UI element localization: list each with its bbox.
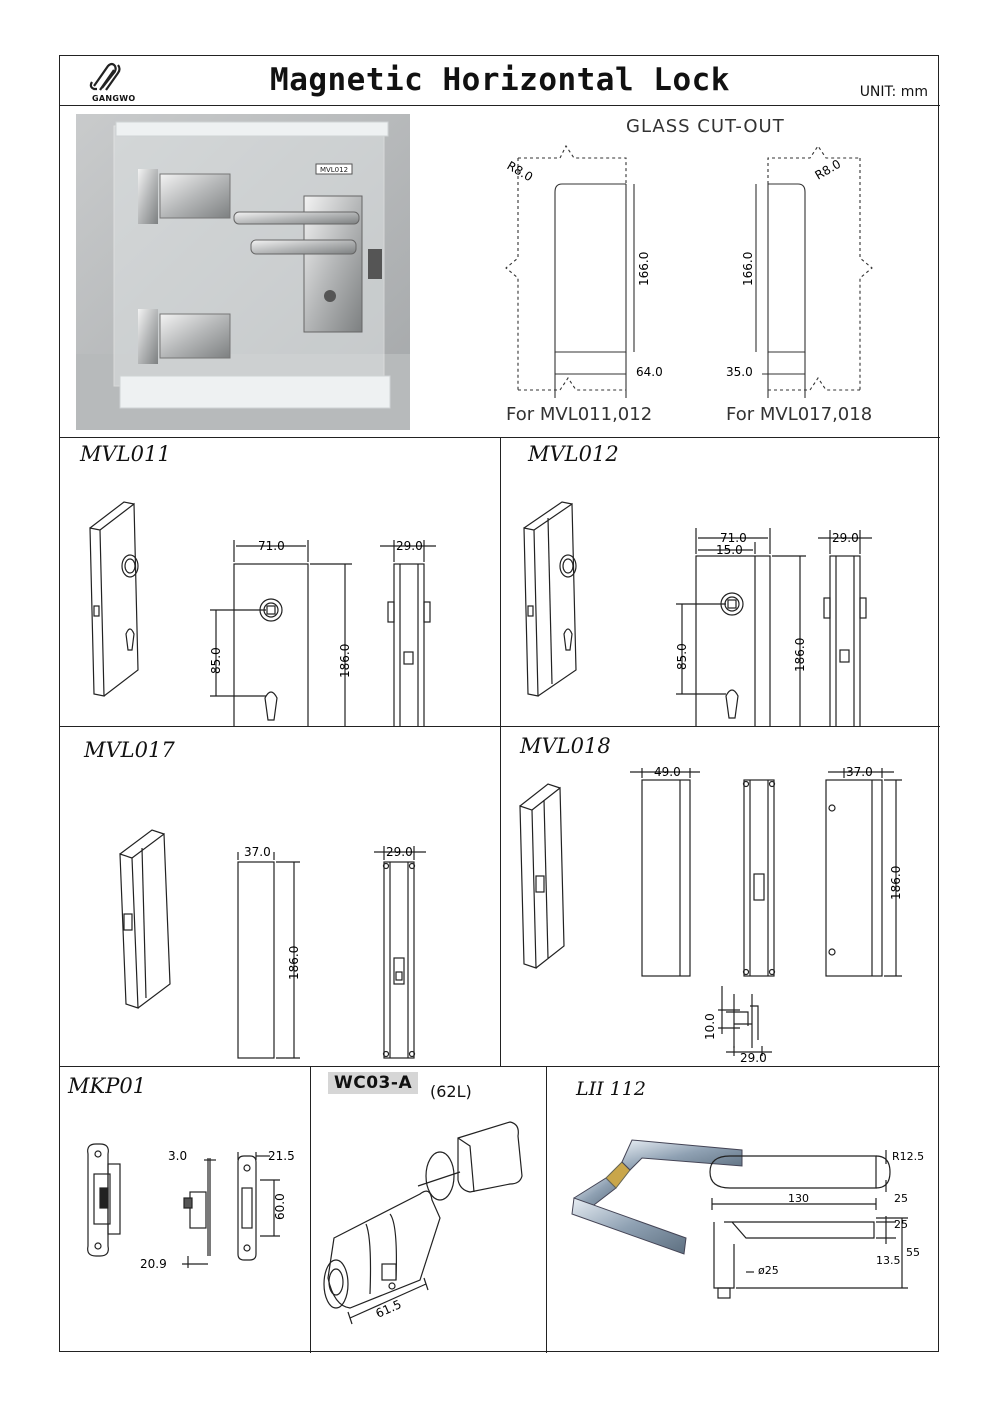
mvl012-height: 186.0	[793, 637, 807, 672]
mkp01-d2: 21.5	[268, 1149, 295, 1163]
mvl011-spacing: 85.0	[209, 647, 223, 674]
mvl011-drawing	[60, 438, 500, 726]
mvl018-drawing	[500, 728, 940, 1066]
wc03-sub: (62L)	[430, 1082, 472, 1101]
mvl012-offset: 15.0	[716, 543, 743, 557]
mvl017-drawing	[60, 728, 500, 1066]
mkp01-drawing	[60, 1068, 310, 1352]
lii-d13: 13.5	[876, 1254, 901, 1267]
mvl011-label: MVL011	[80, 442, 171, 466]
photo-tag: MVL012	[319, 166, 349, 174]
lii-length: 130	[788, 1192, 809, 1205]
drawing-sheet	[59, 55, 939, 1352]
brand-name: GANGWO	[92, 94, 136, 103]
product-photo	[76, 114, 410, 430]
wc03-drawing	[310, 1068, 546, 1352]
mvl017-width: 37.0	[244, 845, 271, 859]
mvl011-depth: 29.0	[396, 539, 423, 553]
mvl018-width-side: 37.0	[846, 765, 873, 779]
mvl017-label: MVL017	[84, 738, 175, 762]
mvl012-label: MVL012	[528, 442, 619, 466]
right-radius: R8.0	[812, 156, 844, 183]
wc03-length: 61.5	[373, 1297, 404, 1321]
mkp01-label: MKP01	[68, 1074, 147, 1098]
lii-diameter: ø25	[758, 1264, 779, 1277]
mvl018-small-height: 10.0	[703, 1013, 717, 1040]
divider	[60, 1066, 940, 1067]
right-height: 166.0	[741, 251, 755, 286]
mvl012-drawing	[500, 438, 940, 726]
mvl018-height: 186.0	[889, 865, 903, 900]
mvl018-label: MVL018	[520, 734, 611, 758]
lii-d25b: 25	[894, 1218, 908, 1231]
left-height: 166.0	[637, 251, 651, 286]
lii-label: LII 112	[576, 1078, 646, 1100]
page-title: Magnetic Horizontal Lock	[270, 62, 730, 98]
lii-d55: 55	[906, 1246, 920, 1259]
wc03-label: WC03-A	[328, 1072, 418, 1094]
mvl011-width: 71.0	[258, 539, 285, 553]
lii-drawing	[546, 1068, 938, 1352]
mvl011-height: 186.0	[338, 643, 352, 678]
mkp01-d4: 20.9	[140, 1257, 167, 1271]
mvl012-width: 71.0	[720, 531, 747, 545]
mkp01-d1: 3.0	[168, 1149, 188, 1163]
mvl017-height: 186.0	[287, 945, 301, 980]
mvl018-small-width: 29.0	[740, 1051, 767, 1065]
mkp01-d3: 60.0	[273, 1193, 287, 1220]
mvl012-spacing: 85.0	[675, 643, 689, 670]
left-width: 64.0	[636, 365, 663, 379]
glass-cutout-diagram	[500, 108, 940, 436]
left-caption: For MVL011,012	[506, 404, 653, 425]
mvl017-depth: 29.0	[386, 845, 413, 859]
right-caption: For MVL017,018	[726, 404, 873, 425]
divider	[60, 105, 940, 106]
cutout-title: GLASS CUT-OUT	[626, 116, 785, 137]
mvl018-width-front: 49.0	[654, 765, 681, 779]
unit-label: UNIT: mm	[859, 84, 928, 100]
lii-d25: 25	[894, 1192, 908, 1205]
right-width: 35.0	[726, 365, 753, 379]
lii-radius: R12.5	[892, 1150, 925, 1163]
mvl012-depth: 29.0	[832, 531, 859, 545]
left-radius: R8.0	[504, 158, 536, 185]
